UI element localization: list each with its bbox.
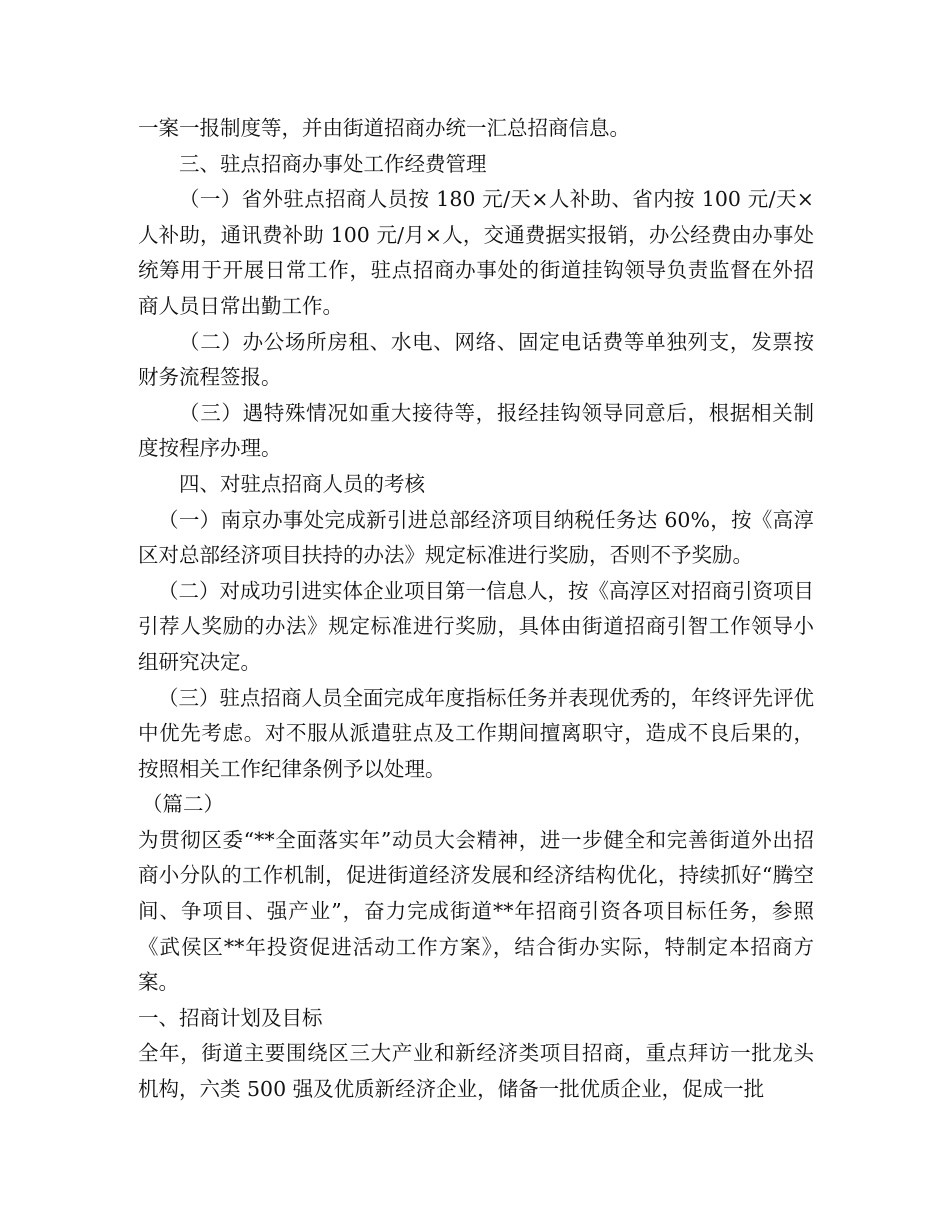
paragraph-3-3: （三）遇特殊情况如重大接待等，报经挂钩领导同意后，根据相关制度按程序办理。 (138, 400, 814, 461)
paragraph-continuation: 一案一报制度等，并由街道招商办统一汇总招商信息。 (138, 116, 630, 140)
part-two-heading: （篇二） (142, 792, 224, 817)
section-heading-4: 四、对驻点招商人员的考核 (179, 471, 425, 496)
section-heading-3: 三、驻点招商办事处工作经费管理 (179, 151, 487, 176)
section-heading-1: 一、招商计划及目标 (138, 1005, 323, 1030)
document-body (138, 111, 814, 1108)
paragraph-3-1: （一）省外驻点招商人员按 180 元/天×人补助、省内按 100 元/天×人补助，通讯费补助 100 元/月×人，交通费据实报销，办公经费由办事处统筹用于开展日常工作，驻点招商办事处的街道挂钩领导负责监督在外招商人员日常出勤工作。 (138, 187, 814, 318)
paragraph-4-1: （一）南京办事处完成新引进总部经济项目纳税任务达 60%，按《高淳区对总部经济项目扶持的办法》规定标准进行奖励，否则不予奖励。 (138, 507, 814, 568)
paragraph-4-3: （三）驻点招商人员全面完成年度指标任务并表现优秀的，年终评先评优中优先考虑。对不服从派遣驻点及工作期间擅离职守，造成不良后果的，按照相关工作纪律条例予以处理。 (138, 685, 814, 781)
paragraph-1-1: 全年，街道主要围绕区三大产业和新经济类项目招商，重点拜访一批龙头机构，六类 500 强及优质新经济企业，储备一批优质企业，促成一批 (138, 1041, 814, 1102)
paragraph-3-2: （二）办公场所房租、水电、网络、固定电话费等单独列支，发票按财务流程签报。 (138, 329, 814, 390)
part-two-intro: 为贯彻区委“**全面落实年”动员大会精神，进一步健全和完善街道外出招商小分队的工作机制，促进街道经济发展和经济结构优化，持续抓好“腾空间、争项目、强产业”，奋力完成街道**年招商引资各项目标任务，参照《武侯区**年投资促进活动工作方案》，结合街办实际，特制定本招商方案。 (138, 827, 814, 995)
paragraph-4-2: （二）对成功引进实体企业项目第一信息人，按《高淳区对招商引资项目引荐人奖励的办法》规定标准进行奖励，具体由街道招商引智工作领导小组研究决定。 (138, 578, 814, 674)
